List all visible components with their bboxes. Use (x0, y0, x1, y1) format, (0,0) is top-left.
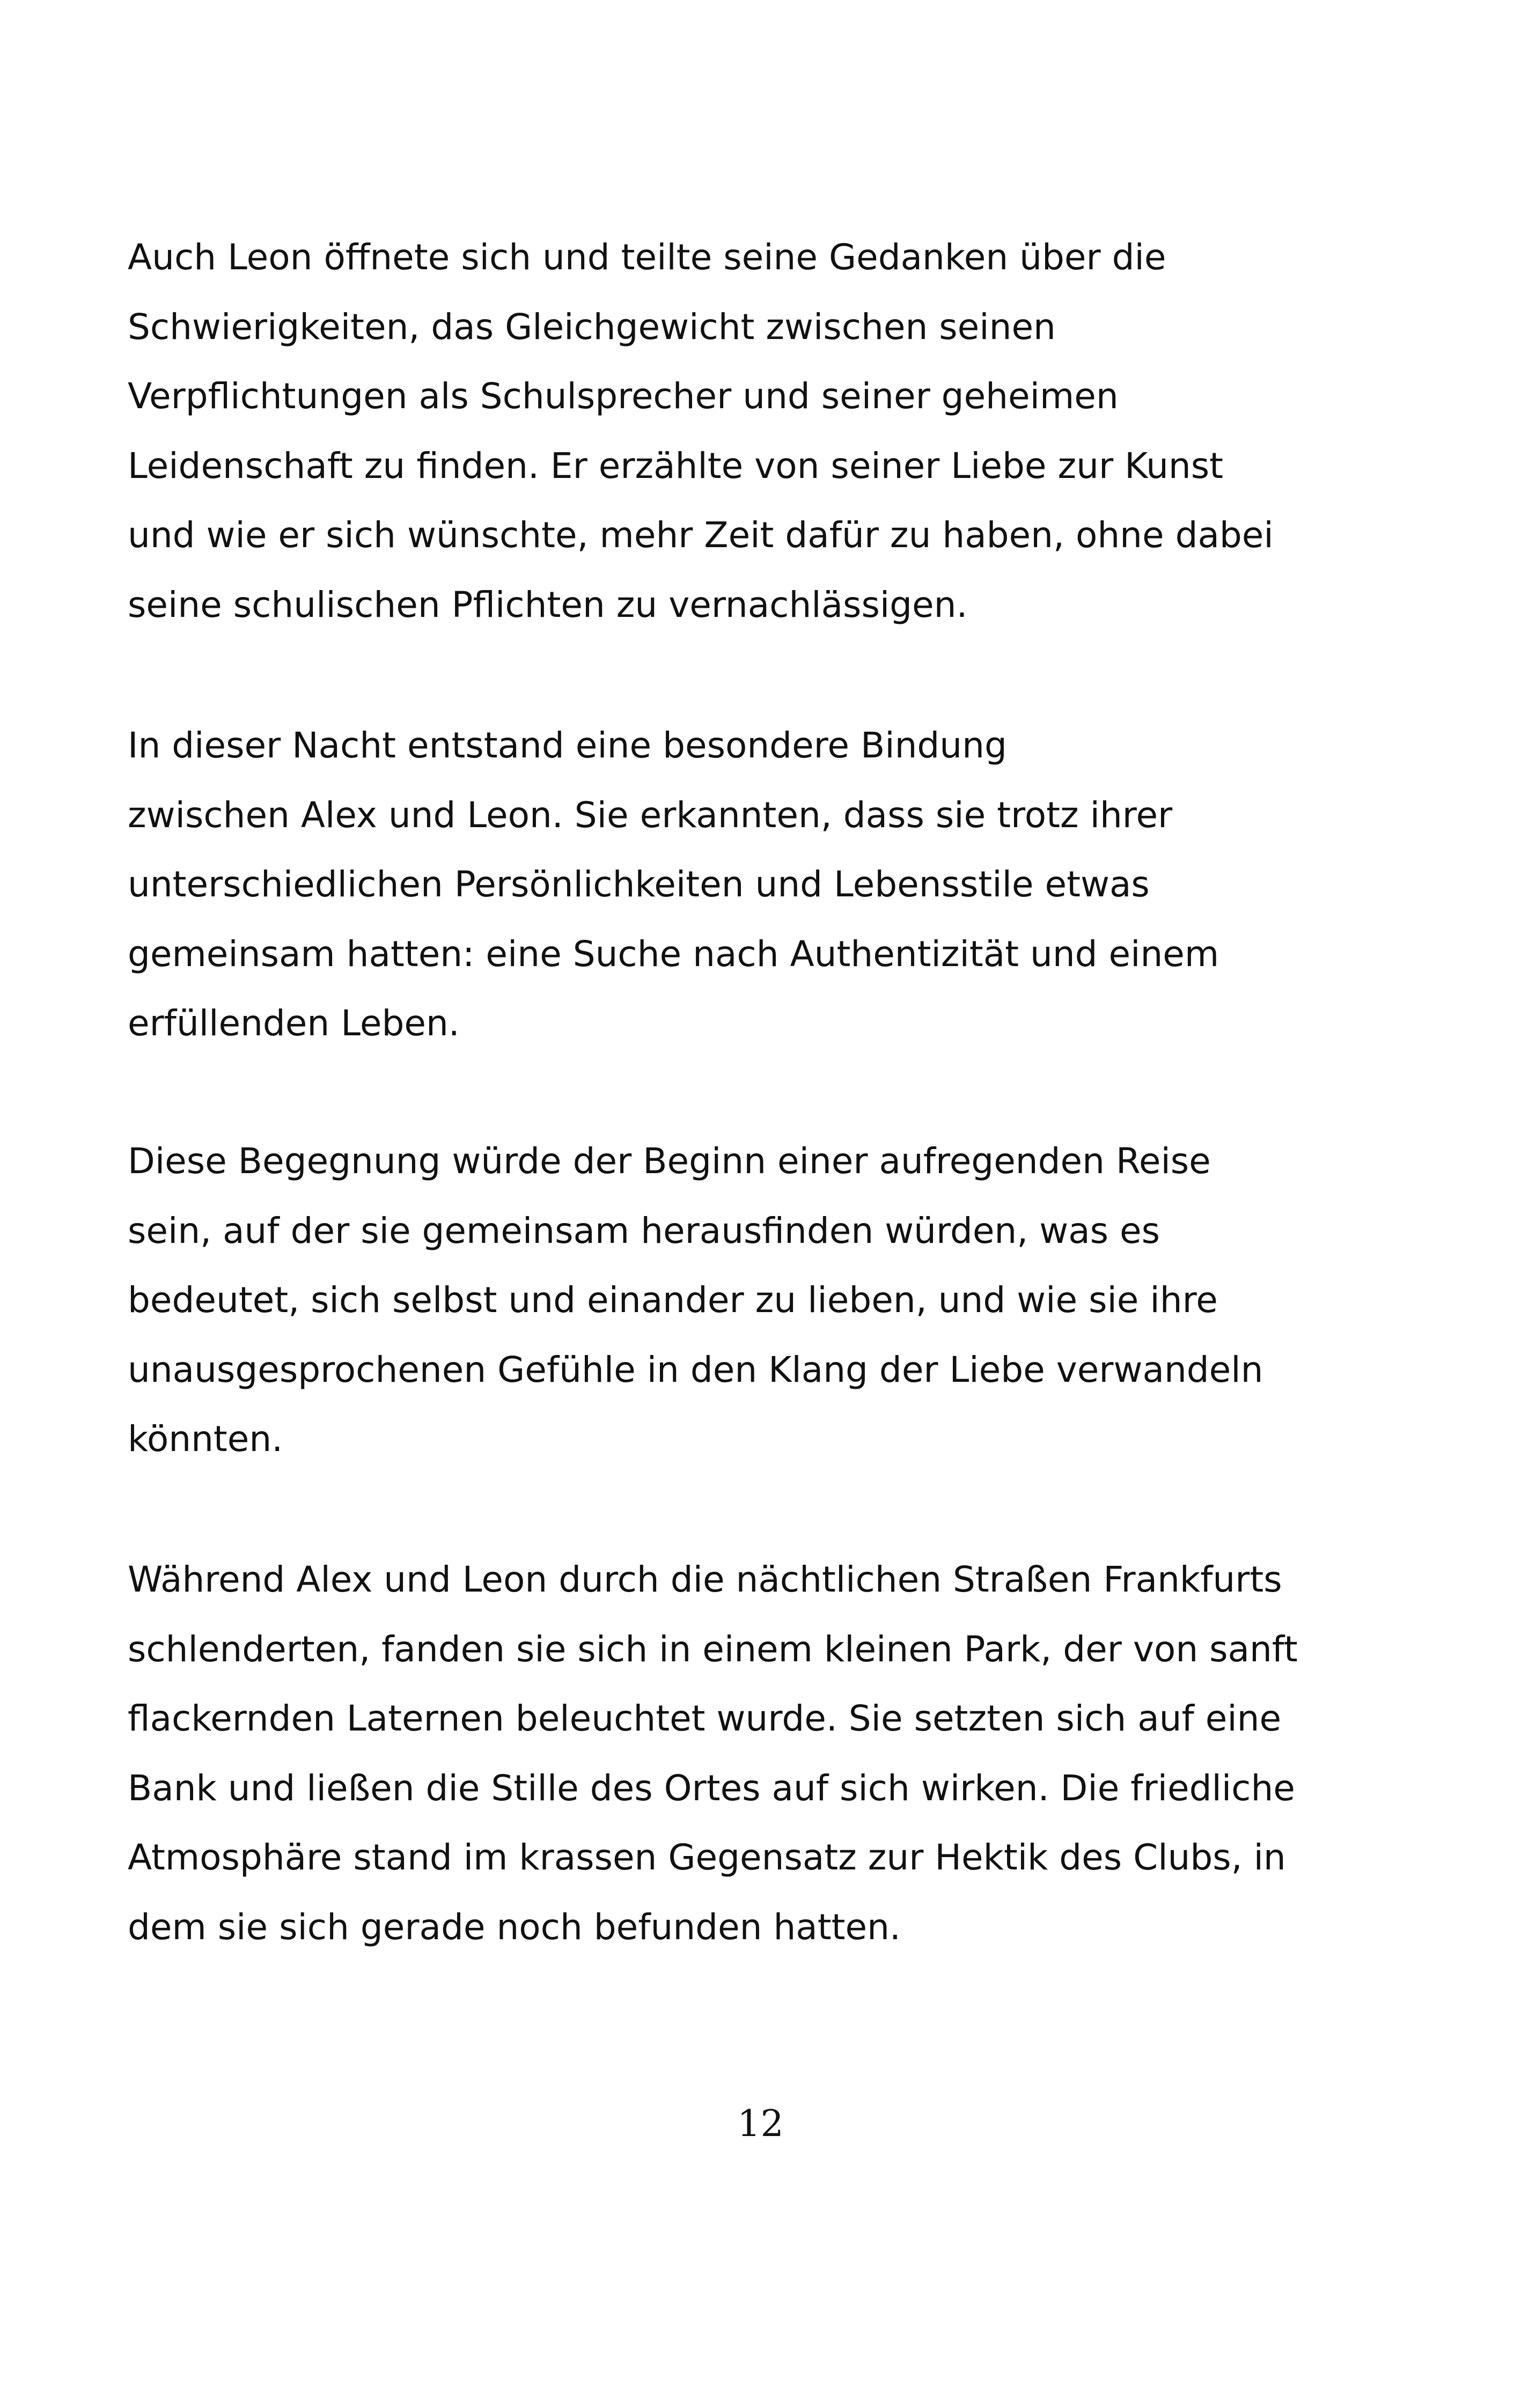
paragraph-3 (128, 1126, 1415, 1474)
paragraph-4 (128, 1545, 1415, 1962)
text-line: und wie er sich wünschte, mehr Zeit dafür zu haben, ohne dabei (128, 514, 1274, 556)
text-line: bedeutet, sich selbst und einander zu lieben, und wie sie ihre (128, 1279, 1218, 1321)
text-line: Schwierigkeiten, das Gleichgewicht zwischen seinen (128, 306, 1056, 348)
text-line: zwischen Alex und Leon. Sie erkannten, dass sie trotz ihrer (128, 794, 1173, 836)
text-line: erfüllenden Leben. (128, 1003, 460, 1044)
text-line: unterschiedlichen Persönlichkeiten und Lebensstile etwas (128, 864, 1150, 905)
text-line: Auch Leon öffnete sich und teilte seine Gedanken über die (128, 237, 1166, 278)
text-line: flackernden Laternen beleuchtet wurde. Sie setzten sich auf eine (128, 1698, 1282, 1740)
text-line: sein, auf der sie gemeinsam herausfinden würden, was es (128, 1210, 1160, 1251)
text-line: dem sie sich gerade noch befunden hatten. (128, 1906, 901, 1948)
text-line: gemeinsam hatten: eine Suche nach Authentizität und einem (128, 933, 1219, 975)
text-line: seine schulischen Pflichten zu vernachlässigen. (128, 584, 968, 625)
text-line: Diese Begegnung würde der Beginn einer aufregenden Reise (128, 1140, 1211, 1182)
text-line: Verpflichtungen als Schulsprecher und seiner geheimen (128, 375, 1119, 417)
text-line: Während Alex und Leon durch die nächtlichen Straßen Frankfurts (128, 1559, 1282, 1600)
page-number: 12 (737, 2103, 784, 2145)
text-line: Bank und ließen die Stille des Ortes auf sich wirken. Die friedliche (128, 1767, 1295, 1809)
paragraph-2 (128, 711, 1415, 1058)
text-line: könnten. (128, 1418, 283, 1460)
text-line: In dieser Nacht entstand eine besondere Bindung (128, 725, 1007, 766)
text-line: Leidenschaft zu finden. Er erzählte von seiner Liebe zur Kunst (128, 445, 1224, 487)
paragraph-1 (128, 223, 1415, 640)
text-line: Atmosphäre stand im krassen Gegensatz zur Hektik des Clubs, in (128, 1837, 1286, 1879)
text-line: unausgesprochenen Gefühle in den Klang der Liebe verwandeln (128, 1349, 1263, 1390)
text-line: schlenderten, fanden sie sich in einem kleinen Park, der von sanft (128, 1628, 1298, 1670)
